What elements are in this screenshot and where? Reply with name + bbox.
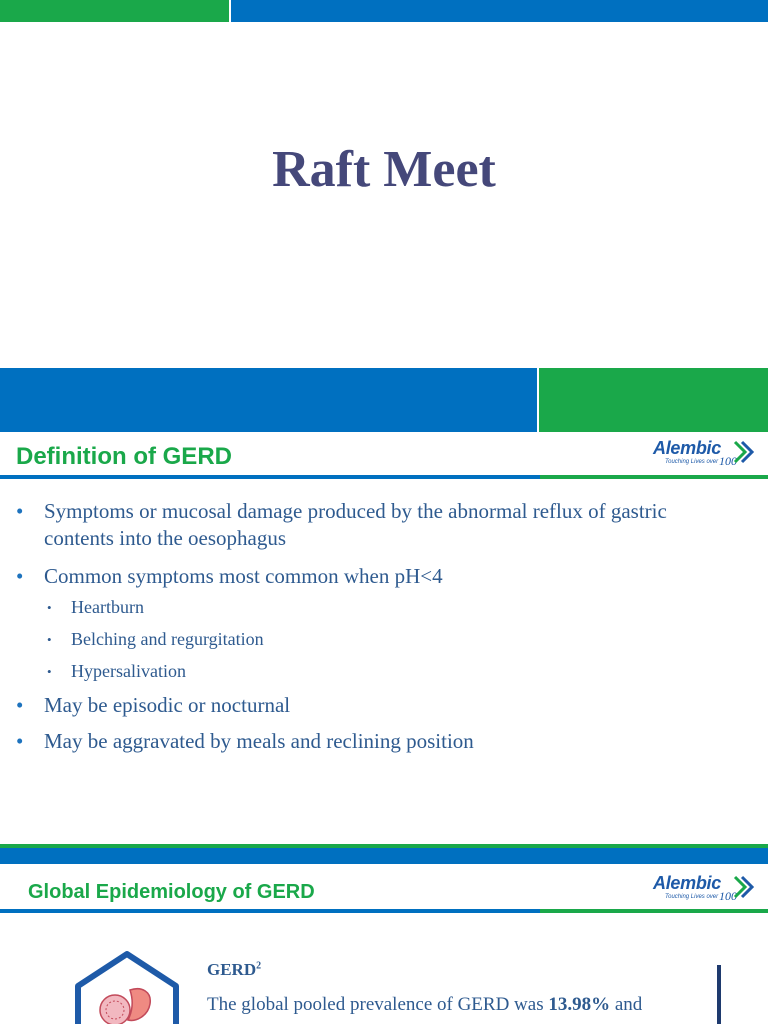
bullet-dot: • [16,693,24,717]
slide-2-header-green-line [540,475,768,479]
logo-tagline: Touching Lives over [665,459,719,465]
slide-3-header-blue-line [0,909,540,913]
vertical-divider [717,965,721,1024]
bullet-text: Common symptoms most common when pH<4 [44,564,443,588]
prevalence-text [207,994,767,1016]
top-green-bar [0,0,229,22]
bullet-item [16,498,716,552]
prevalence-text-before: The global pooled prevalence of GERD was [207,994,549,1015]
bottom-green-bar [539,368,768,432]
sub-bullet-text: Hypersalivation [71,661,186,681]
section-title-text: GERD [207,960,257,979]
slide-3-top-blue-band [0,848,768,864]
logo-years: 100 [719,889,737,903]
slide-3-header-green-line [540,909,768,913]
bullet-text: May be aggravated by meals and reclining position [44,729,474,753]
chevron-arrow-icon [733,440,755,464]
prevalence-text-after: and [610,994,643,1015]
section-ref: 2 [256,960,262,972]
slide-2-header-blue-line [0,475,540,479]
sub-bullet-item [47,596,647,618]
top-blue-bar [231,0,768,22]
bullet-item [16,563,716,590]
sub-bullet-item [47,628,647,650]
section-title [207,960,261,980]
bullet-item [16,728,716,755]
bullet-dot: • [47,664,52,679]
sub-bullet-text: Heartburn [71,597,144,617]
bullet-text: Symptoms or mucosal damage produced by the abnormal reflux of gastric contents into the oesophagus [44,499,667,550]
bullet-dot: • [16,729,24,753]
slide-title-main: Raft Meet [272,141,496,198]
bullet-dot: • [16,499,24,523]
sub-bullet-item [47,660,647,682]
logo-years: 100 [719,454,737,468]
bullet-dot: • [47,632,52,647]
chevron-arrow-icon [733,875,755,899]
slide-3-heading: Global Epidemiology of GERD [28,881,315,903]
bullet-text: May be episodic or nocturnal [44,693,291,717]
logo-word: Alembic [653,438,721,458]
alembic-logo [653,873,757,913]
bullet-dot: • [47,600,52,615]
bottom-blue-bar [0,368,537,432]
alembic-logo [653,438,757,478]
stomach-icon [72,950,182,1024]
bullet-dot: • [16,564,24,588]
bullet-item [16,692,716,719]
logo-word: Alembic [653,873,721,893]
sub-bullet-text: Belching and regurgitation [71,629,264,649]
prevalence-value: 13.98% [548,994,611,1015]
logo-tagline: Touching Lives over [665,894,719,900]
slide-2-heading: Definition of GERD [16,443,232,470]
